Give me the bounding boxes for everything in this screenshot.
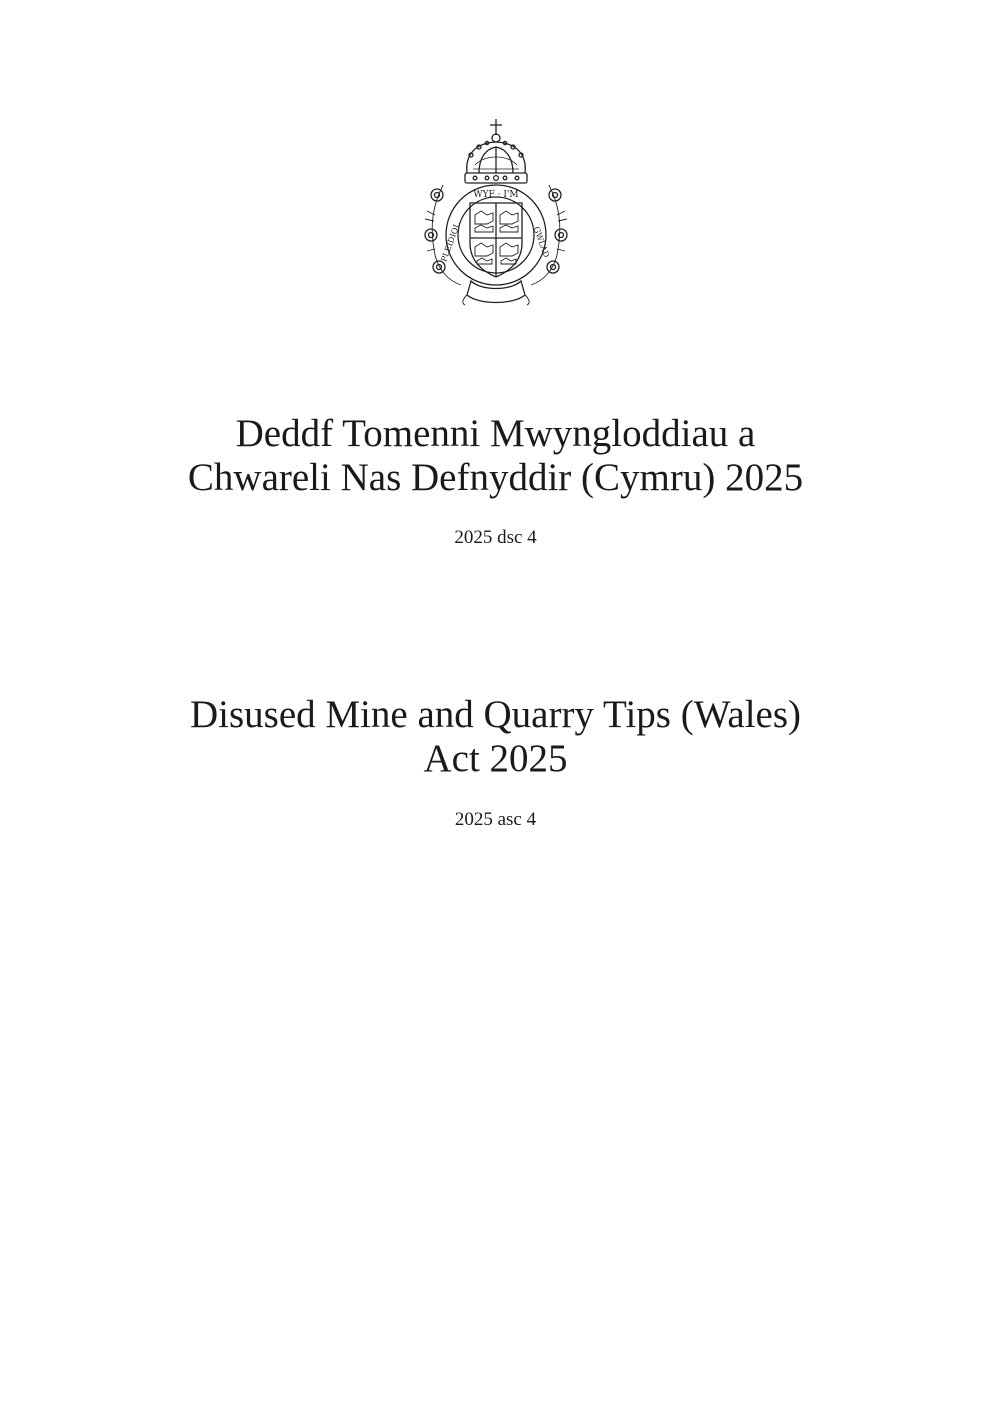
english-title-line-1: Disused Mine and Quarry Tips (Wales) bbox=[189, 693, 802, 736]
royal-badge-of-wales-icon bbox=[415, 115, 577, 310]
welsh-title-line-1: Deddf Tomenni Mwyngloddiau a bbox=[235, 412, 756, 455]
english-act-title bbox=[0, 693, 991, 781]
svg-text:PLEIDIOL: PLEIDIOL bbox=[439, 221, 462, 264]
welsh-title-line-2: Chwareli Nas Defnyddir (Cymru) 2025 bbox=[187, 456, 804, 499]
svg-text:GWLAD: GWLAD bbox=[531, 225, 552, 259]
english-title-line-2: Act 2025 bbox=[423, 737, 568, 780]
welsh-act-title bbox=[0, 412, 991, 500]
english-act-citation: 2025 asc 4 bbox=[454, 809, 537, 830]
svg-text:WYF · I'M: WYF · I'M bbox=[473, 190, 519, 200]
welsh-act-citation: 2025 dsc 4 bbox=[454, 527, 537, 548]
